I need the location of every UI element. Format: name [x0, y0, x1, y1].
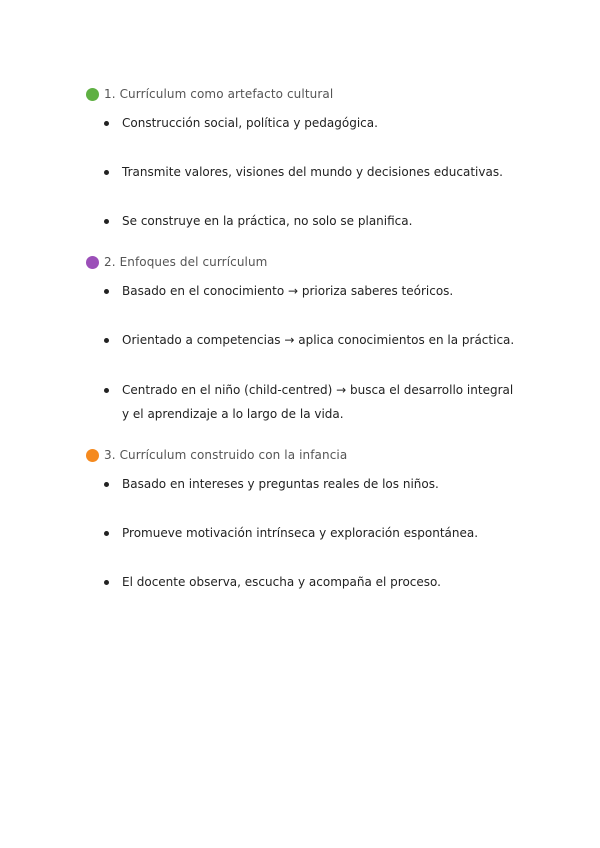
section-title: 1. Currículum como artefacto cultural	[104, 87, 334, 101]
orange-circle-icon	[86, 449, 99, 462]
list-item: Transmite valores, visiones del mundo y decisiones educativas.	[104, 160, 524, 184]
section-curriculum-artefacto	[86, 85, 526, 103]
list-item: Basado en intereses y preguntas reales de los niños.	[104, 472, 524, 496]
section-title: 3. Currículum construido con la infancia	[104, 448, 348, 462]
section-heading	[86, 85, 526, 103]
purple-circle-icon	[86, 256, 99, 269]
section-title: 2. Enfoques del currículum	[104, 255, 268, 269]
list-item: Centrado en el niño (child-centred) → busca el desarrollo integral y el aprendizaje a lo largo de la vida.	[104, 378, 514, 426]
list-item: Se construye en la práctica, no solo se planifica.	[104, 209, 524, 233]
green-circle-icon	[86, 88, 99, 101]
list-item: Promueve motivación intrínseca y exploración espontánea.	[104, 521, 524, 545]
section-enfoques	[86, 253, 526, 271]
section-heading	[86, 446, 526, 464]
list-item: El docente observa, escucha y acompaña el proceso.	[104, 570, 524, 594]
list-item: Orientado a competencias → aplica conocimientos en la práctica.	[104, 328, 524, 352]
list-item: Basado en el conocimiento → prioriza saberes teóricos.	[104, 279, 524, 303]
section-curriculum-infancia	[86, 446, 526, 464]
section-heading	[86, 253, 526, 271]
list-item: Construcción social, política y pedagógica.	[104, 111, 524, 135]
